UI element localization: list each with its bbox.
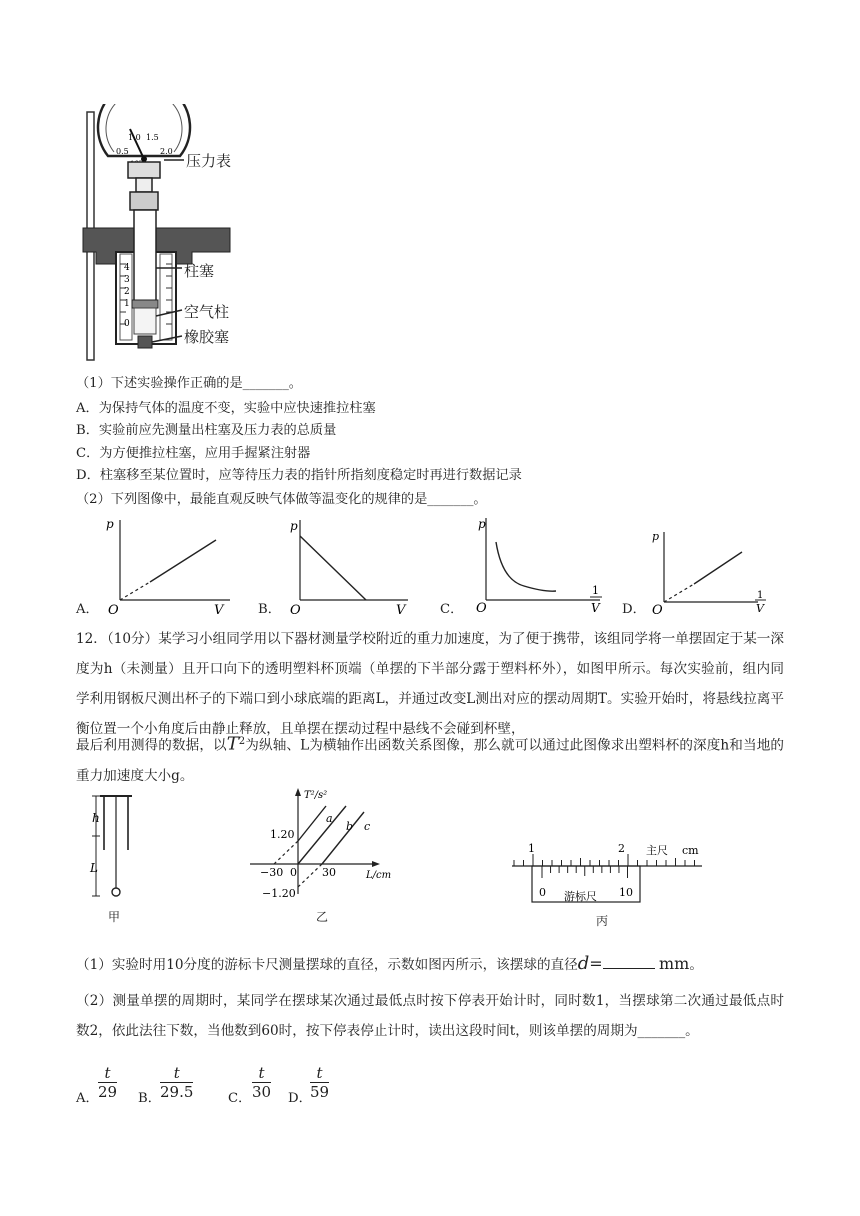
jia-L-label: L: [90, 861, 98, 875]
bing-unit: cm: [682, 844, 699, 857]
graph-a: [98, 516, 238, 616]
choice-d-num: t: [310, 1064, 329, 1083]
q11-option-c: C．为方便推拉柱塞，应用手握紧注射器: [76, 446, 311, 461]
yi-origin: 0: [290, 866, 297, 879]
scale-mark-0: 0: [124, 319, 130, 329]
choice-a-num: t: [98, 1064, 117, 1083]
graph-d-origin: O: [652, 603, 663, 618]
q11-part1: （1）下述实验操作正确的是_______。: [76, 376, 302, 391]
q12-part2: （2）测量单摆的周期时，某同学在摆球某次通过最低点时按下停表开始计时，同时数1，当摆球第二次通过最低点时数2，依此法往下数，当他数到60时，按下停表停止计时，读出这段时间t，则该单摆的周期为_______。: [76, 993, 784, 1039]
q12-part1: [76, 955, 703, 974]
bing-main-mark-2: 2: [618, 842, 625, 855]
figure-jia-caption: 甲: [108, 910, 121, 924]
label-rubber-stopper: 橡胶塞: [184, 328, 230, 346]
graph-a-origin: O: [108, 603, 119, 616]
yi-line-a: a: [326, 812, 333, 825]
yi-y-negative: −1.20: [262, 887, 296, 900]
scale-mark-2: 2: [124, 287, 130, 297]
q12-equals: =: [589, 954, 603, 973]
yi-y-positive: 1.20: [270, 828, 295, 841]
q12-T-symbol: T: [226, 733, 239, 755]
graph-b-origin: O: [290, 603, 301, 616]
q12-part1-text: （1）实验时用10分度的游标卡尺测量摆球的直径，示数如图丙所示，该摆球的直径: [76, 957, 578, 973]
q12-d-symbol: d: [577, 953, 590, 974]
gauge-mark-2-0: 2.0: [160, 147, 173, 156]
choice-a-den: 29: [98, 1083, 118, 1101]
q11-option-a: A．为保持气体的温度不变，实验中应快速推拉柱塞: [76, 401, 376, 416]
graph-c: [464, 514, 614, 618]
choice-c-den: 30: [252, 1083, 272, 1101]
graph-a-xlabel: V: [214, 603, 224, 616]
choice-c-fraction: [252, 1064, 271, 1101]
gauge-mark-0-5: 0.5: [116, 147, 129, 156]
figure-bing-caption: 丙: [596, 914, 609, 928]
choice-d-label: D．: [288, 1091, 312, 1106]
q12-part1-blank: [603, 968, 655, 969]
label-pressure-gauge: 压力表: [186, 152, 232, 170]
choice-b-den: 29.5: [160, 1083, 194, 1101]
bing-main-mark-1: 1: [528, 842, 535, 855]
label-air-column: 空气柱: [184, 303, 230, 321]
choice-a-fraction: [98, 1064, 117, 1101]
yi-ylabel: T²/s²: [304, 790, 328, 801]
figure-bing-vernier: [506, 836, 712, 908]
yi-x-positive: 30: [322, 866, 336, 879]
graph-a-option: A．: [76, 602, 99, 617]
q12-intro-continued: [76, 727, 784, 791]
bing-vernier-mark-10: 10: [619, 886, 633, 899]
graph-c-origin: O: [476, 601, 487, 616]
bing-vernier-label: 游标尺: [564, 890, 597, 903]
q12-intro-post: 为纵轴、L为横轴作出函数关系图像，那么就可以通过此图像求出塑料杯的深度h和当地的重力加速度大小g。: [76, 737, 785, 784]
gauge-mark-1-5: 1.5: [146, 133, 159, 142]
q11-part2: （2）下列图像中，最能直观反映气体做等温变化的规律的是_______。: [76, 492, 487, 507]
graph-b-option: B．: [258, 602, 281, 617]
gauge-mark-1-0: 1.0: [128, 133, 141, 142]
yi-line-c: c: [364, 820, 371, 833]
figure-yi-caption: 乙: [316, 910, 329, 924]
label-plunger: 柱塞: [184, 262, 215, 280]
graph-b-ylabel: p: [290, 519, 298, 533]
choice-d-fraction: [310, 1064, 329, 1101]
q12-intro-pre: 最后利用测得的数据，以: [76, 737, 227, 754]
graph-d-xlabel-num: 1: [757, 590, 764, 601]
figure-yi-graph: [244, 786, 404, 908]
bing-main-scale-label: 主尺: [646, 844, 668, 857]
graph-a-ylabel: p: [106, 517, 114, 531]
q11-option-b: B．实验前应先测量出柱塞及压力表的总质量: [76, 423, 337, 438]
choice-a-label: A．: [76, 1091, 99, 1106]
q12-unit-mm: mm: [659, 954, 690, 973]
choice-b-num: t: [160, 1064, 193, 1083]
yi-x-negative: −30: [260, 866, 284, 879]
graph-b: [278, 516, 418, 616]
q11-option-d: D．柱塞移至某位置时，应等待压力表的指针所指刻度稳定时再进行数据记录: [76, 468, 522, 483]
graph-c-xlabel-num: 1: [592, 584, 599, 597]
choice-d-den: 59: [310, 1083, 330, 1101]
yi-line-b: b: [346, 820, 354, 833]
graph-b-xlabel: V: [396, 603, 406, 616]
q12-part1-end: 。: [689, 957, 703, 973]
q12-intro: 12．（10分）某学习小组同学用以下器材测量学校附近的重力加速度，为了便于携带，该组同学将一单摆固定于某一深度为h（未测量）且开口向下的透明塑料杯顶端（单摆的下半部分露于塑料杯外），如图甲所示。每次实验前，组内同学利用钢板尺测出杯子的下端口到小球底端的距离L，并通过改变L测出对应的摆动周期T。实验开始时，将悬线拉离平衡位置一个小角度后由静止释放，且单摆在摆动过程中悬线不会碰到杯壁，: [76, 631, 784, 737]
q12-T-exponent: 2: [238, 736, 246, 747]
graph-c-xlabel-den: V: [591, 601, 600, 615]
choice-b-fraction: [160, 1064, 193, 1101]
graph-c-ylabel: p: [478, 517, 486, 531]
jia-h-label: h: [92, 811, 100, 825]
scale-mark-1: 1: [124, 299, 130, 309]
graph-d: [644, 528, 774, 618]
graph-c-option: C．: [440, 602, 464, 617]
scale-mark-3: 3: [124, 275, 130, 285]
graph-d-xlabel-den: V: [756, 602, 764, 615]
graph-d-ylabel: p: [652, 530, 660, 543]
graph-d-option: D．: [622, 602, 646, 617]
syringe-apparatus-figure: [80, 104, 280, 366]
choice-c-label: C．: [228, 1091, 252, 1106]
bing-vernier-mark-0: 0: [539, 886, 546, 899]
scale-mark-4: 4: [124, 263, 130, 273]
yi-xlabel: L/cm: [366, 870, 392, 881]
choice-c-num: t: [252, 1064, 271, 1083]
choice-b-label: B．: [138, 1091, 161, 1106]
